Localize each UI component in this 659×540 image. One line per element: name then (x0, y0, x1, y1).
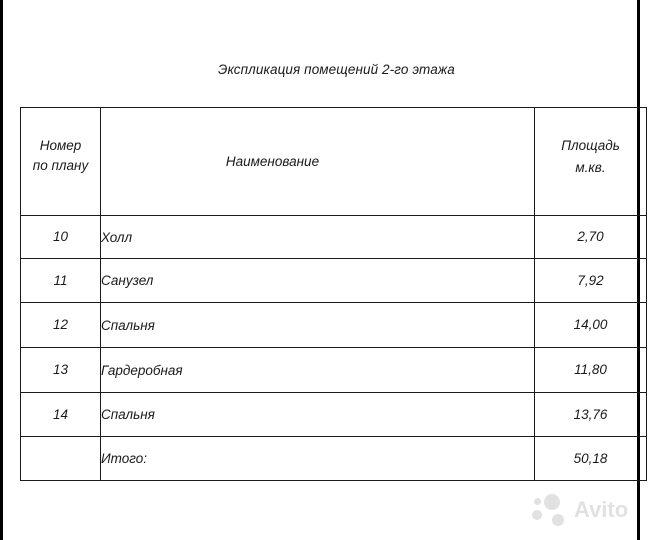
room-name: Гардеробная (101, 348, 535, 393)
room-number: 13 (21, 348, 101, 393)
room-name: Холл (101, 216, 535, 259)
header-number-cell (21, 108, 101, 216)
room-number: 12 (21, 303, 101, 348)
room-name: Санузел (101, 259, 535, 303)
room-number: 11 (21, 259, 101, 303)
table-row (21, 259, 647, 303)
table-row (21, 216, 647, 259)
header-area-unit: м.кв. (575, 159, 606, 175)
room-area: 11,80 (535, 348, 647, 393)
header-number-sublabel: по плану (32, 157, 89, 173)
total-label: Итого: (101, 437, 535, 481)
header-name-cell (101, 108, 535, 216)
rooms-explication-table (20, 107, 647, 481)
room-name: Спальня (101, 303, 535, 348)
table-caption: Экспликация помещений 2-го этажа (218, 62, 455, 77)
header-number-label: Номер (39, 137, 82, 153)
table-row (21, 303, 647, 348)
room-area: 7,92 (535, 259, 647, 303)
header-area-label: Площадь (561, 137, 620, 153)
room-area: 2,70 (535, 216, 647, 259)
watermark-text: Avito (574, 497, 629, 522)
room-number: 10 (21, 216, 101, 259)
avito-watermark (530, 490, 652, 530)
avito-logo-icon (530, 492, 570, 528)
room-area: 14,00 (535, 303, 647, 348)
table-total-row (21, 437, 647, 481)
room-area: 13,76 (535, 393, 647, 437)
table-header-row (21, 108, 647, 216)
table-row (21, 393, 647, 437)
table-row (21, 348, 647, 393)
page-left-border (0, 0, 3, 540)
header-area-cell (535, 108, 647, 216)
room-name: Спальня (101, 393, 535, 437)
total-area: 50,18 (535, 437, 647, 481)
header-name-label: Наименование (225, 154, 320, 169)
room-number: 14 (21, 393, 101, 437)
total-number-cell (21, 437, 101, 481)
